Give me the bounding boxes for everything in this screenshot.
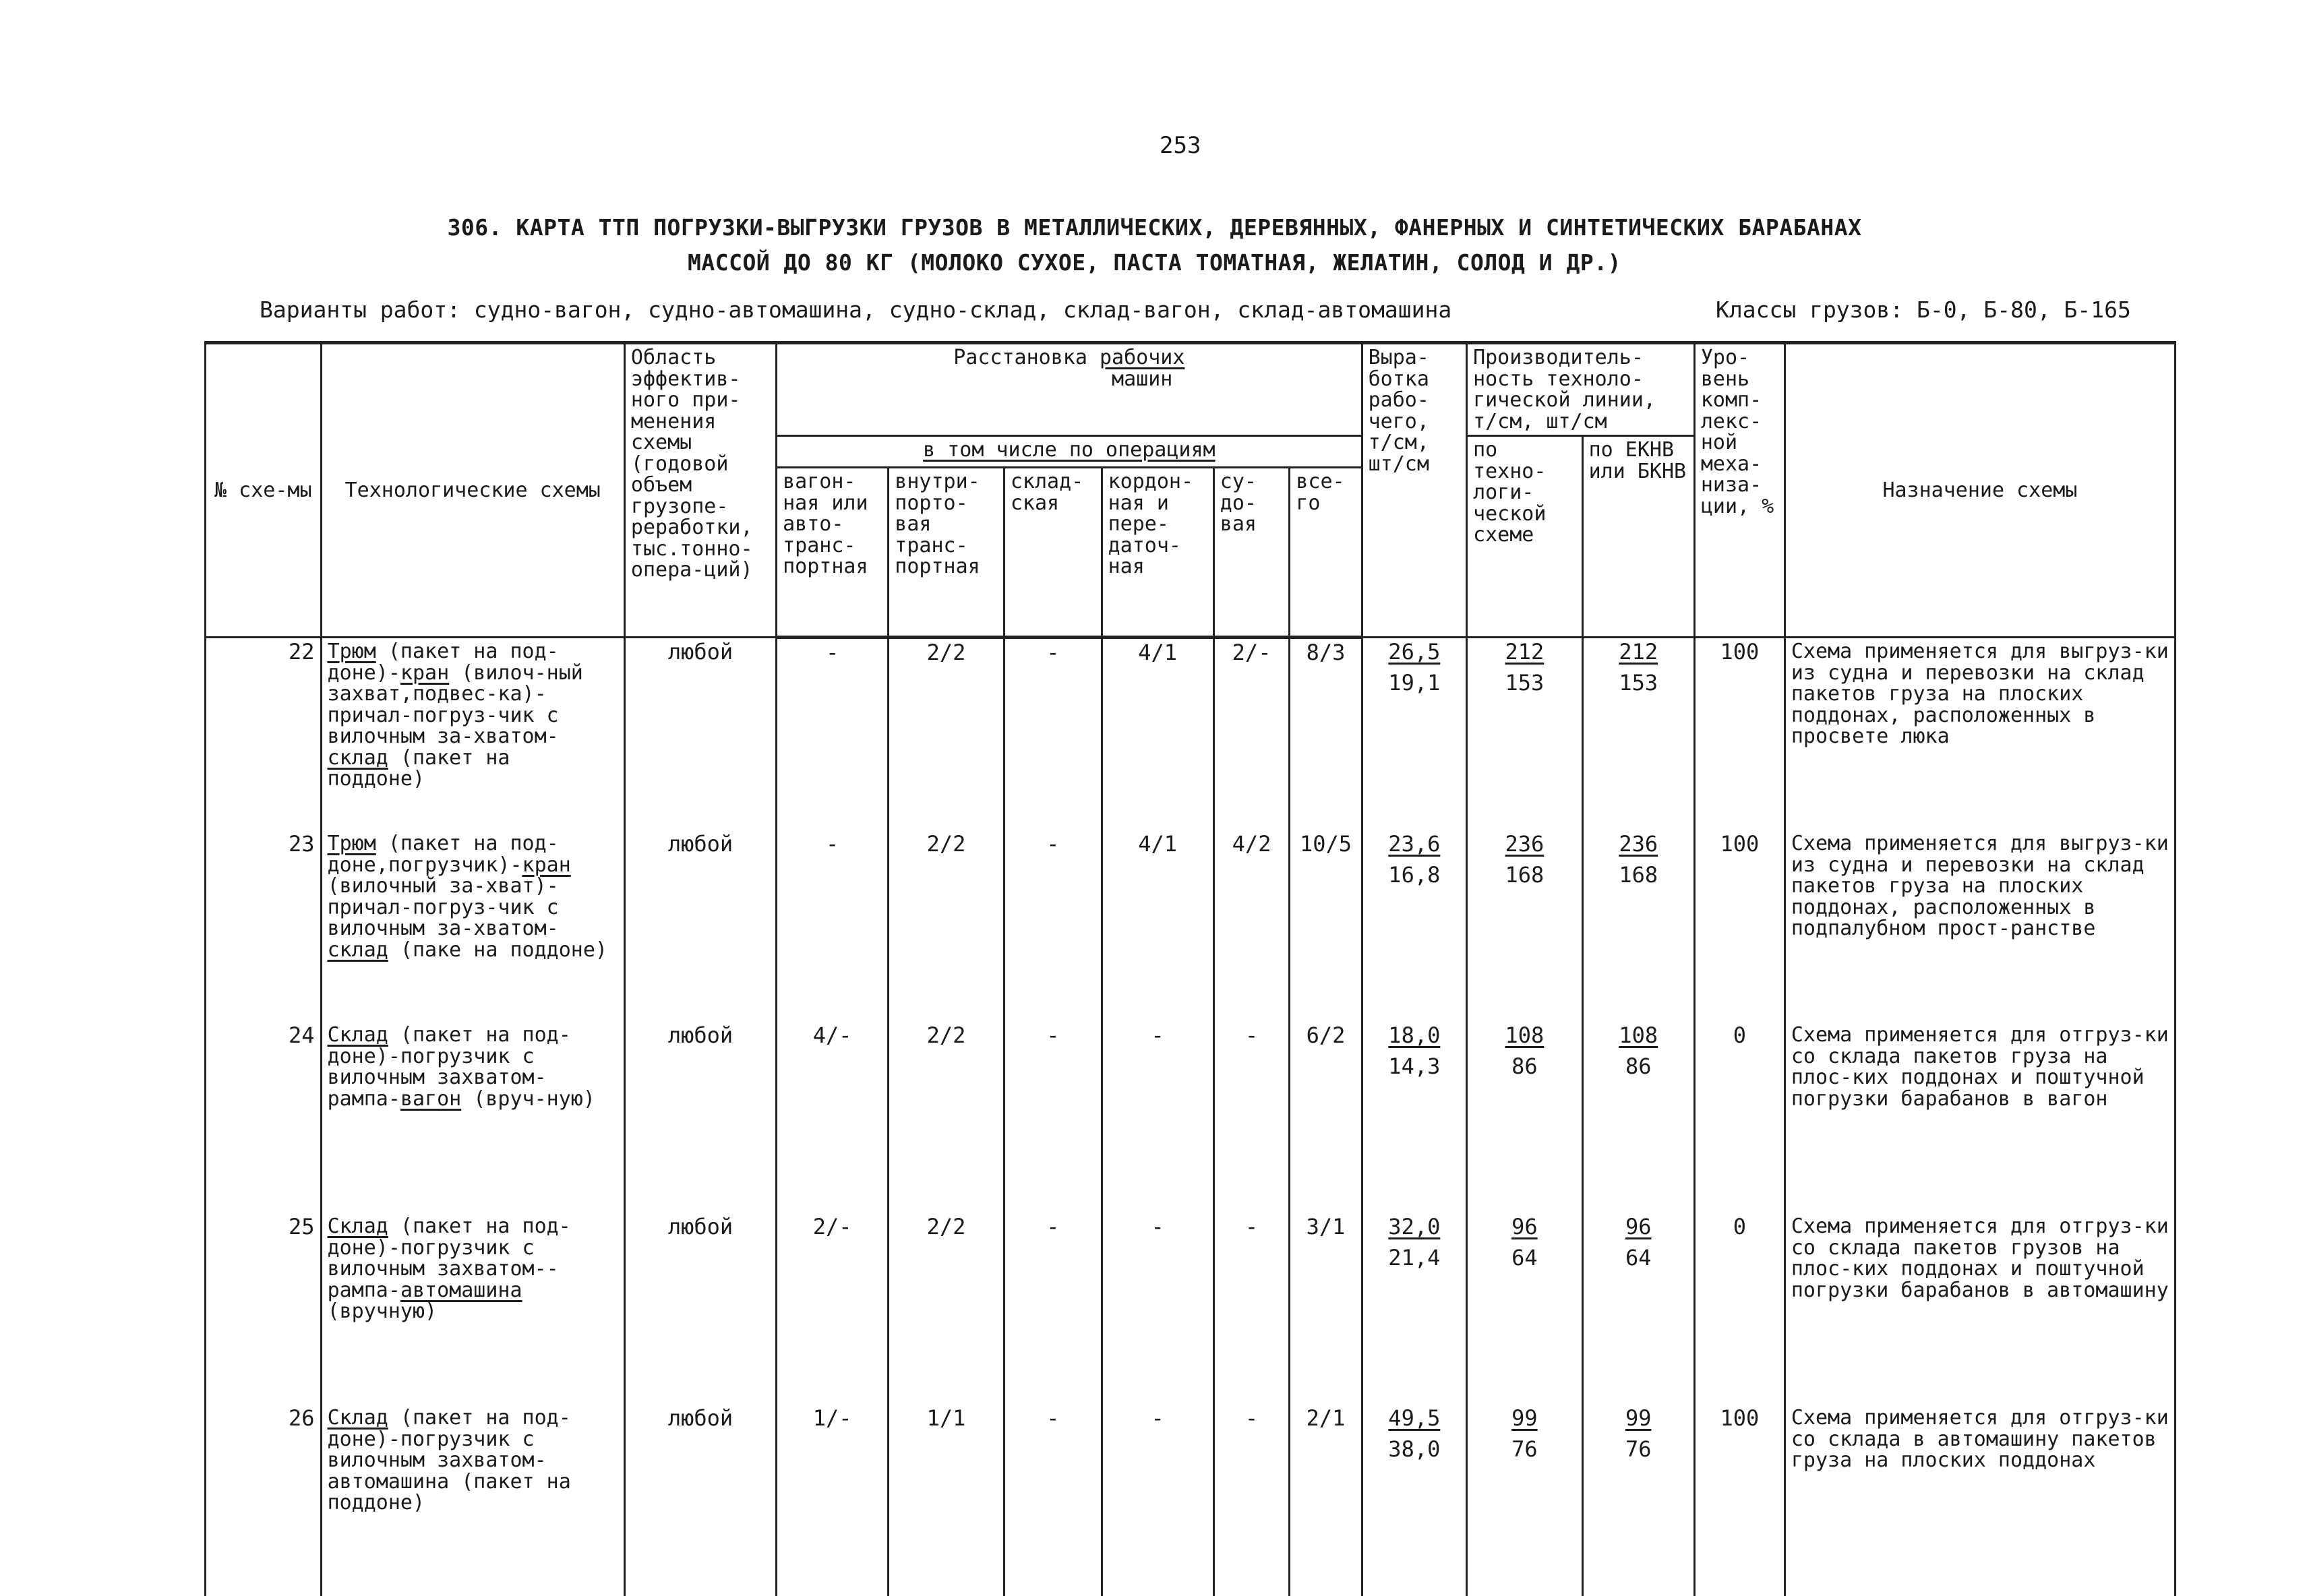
- table-row: [206, 1213, 2176, 1405]
- header-num: № схе-мы: [206, 343, 322, 638]
- ekhnv-bottom: 86: [1619, 1055, 1658, 1078]
- row-area: любой: [624, 1213, 776, 1405]
- row-purpose: Схема применяется для отгруз-ки со склада в автомашину пакетов груза на плоских поддонах: [1785, 1405, 2175, 1596]
- output-bottom: 38,0: [1388, 1438, 1440, 1461]
- row-warehouse: -: [1004, 830, 1102, 1022]
- row-ship: -: [1213, 1405, 1290, 1596]
- row-scheme: [321, 830, 624, 1022]
- header-intraport: внутри-порто-вая транс-портная: [889, 468, 1004, 638]
- row-output: [1362, 1022, 1466, 1213]
- scheme-text: (пакет на под-доне)-: [328, 640, 559, 685]
- productivity-bottom: 76: [1511, 1438, 1538, 1461]
- table-header: [206, 343, 2176, 638]
- row-purpose: Схема применяется для выгруз-ки из судна и перевозки на склад пакетов груза на плоских поддонах, расположенных в просвете люка: [1785, 638, 2175, 831]
- scheme-text: (пакет на под-доне)-погрузчик с вилочным захватом-рампа-: [328, 1023, 571, 1111]
- ekhnv-top: 108: [1619, 1024, 1658, 1047]
- row-scheme: [321, 1022, 624, 1213]
- row-mechanization: 0: [1694, 1022, 1785, 1213]
- scheme-end: склад: [328, 746, 388, 770]
- row-cordon: 4/1: [1102, 638, 1213, 831]
- row-total: 10/5: [1290, 830, 1362, 1022]
- scheme-machine: кран: [522, 853, 571, 877]
- scheme-text: (вручную): [328, 1299, 438, 1323]
- header-schemes: Технологические схемы: [321, 343, 624, 638]
- row-productivity: [1467, 1405, 1583, 1596]
- header-placement-label: Расстановка: [953, 346, 1087, 369]
- output-bottom: 21,4: [1388, 1247, 1440, 1270]
- row-num: 24: [206, 1022, 322, 1213]
- row-mechanization: 100: [1694, 830, 1785, 1022]
- row-total: 3/1: [1290, 1213, 1362, 1405]
- header-placement: [777, 343, 1362, 436]
- row-area: любой: [624, 1022, 776, 1213]
- row-warehouse: -: [1004, 1405, 1102, 1596]
- row-ekhnv: [1582, 638, 1694, 831]
- productivity-top: 236: [1505, 833, 1544, 856]
- row-scheme: [321, 1213, 624, 1405]
- row-num: 25: [206, 1213, 322, 1405]
- scheme-machine: кран: [400, 661, 449, 685]
- row-wagon: -: [777, 638, 889, 831]
- row-warehouse: -: [1004, 1213, 1102, 1405]
- header-output: Выра-ботка рабо-чего, т/см, шт/см: [1362, 343, 1466, 638]
- scheme-start: Склад: [328, 1215, 388, 1238]
- productivity-bottom: 64: [1511, 1247, 1538, 1270]
- header-placement-machines: машин: [1112, 367, 1172, 391]
- productivity-top: 212: [1505, 641, 1544, 664]
- productivity-top: 96: [1511, 1216, 1538, 1239]
- row-mechanization: 100: [1694, 638, 1785, 831]
- scheme-start: Склад: [328, 1023, 388, 1047]
- row-ekhnv: [1582, 1213, 1694, 1405]
- row-ekhnv: [1582, 1022, 1694, 1213]
- header-area: Область эффектив-ного при-менения схемы (годовой объем грузопе-реработки, тыс.тонно-опера-ций): [624, 343, 776, 638]
- row-area: любой: [624, 830, 776, 1022]
- ekhnv-bottom: 64: [1625, 1247, 1652, 1270]
- row-productivity: [1467, 1022, 1583, 1213]
- output-bottom: 19,1: [1388, 672, 1440, 695]
- ekhnv-top: 236: [1619, 833, 1658, 856]
- scheme-text: (пакет на поддоне): [328, 746, 510, 791]
- row-wagon: -: [777, 830, 889, 1022]
- row-mechanization: 100: [1694, 1405, 1785, 1596]
- row-cordon: -: [1102, 1405, 1213, 1596]
- output-bottom: 16,8: [1388, 864, 1440, 887]
- productivity-bottom: 168: [1505, 864, 1544, 887]
- row-ekhnv: [1582, 830, 1694, 1022]
- row-purpose: Схема применяется для отгруз-ки со склада пакетов грузов на плос-ких поддонах и поштучной погрузки барабанов в автомашину: [1785, 1213, 2175, 1405]
- row-area: любой: [624, 1405, 776, 1596]
- output-top: 18,0: [1388, 1024, 1440, 1047]
- ekhnv-bottom: 168: [1619, 864, 1658, 887]
- output-top: 32,0: [1388, 1216, 1440, 1239]
- scheme-start: Трюм: [328, 832, 376, 855]
- row-ship: 2/-: [1213, 638, 1290, 831]
- row-cordon: -: [1102, 1213, 1213, 1405]
- ekhnv-bottom: 76: [1625, 1438, 1652, 1461]
- row-productivity: [1467, 1213, 1583, 1405]
- row-intraport: 2/2: [889, 1022, 1004, 1213]
- productivity-bottom: 86: [1505, 1055, 1544, 1078]
- header-including-label: в том числе по операциям: [923, 438, 1215, 462]
- output-top: 49,5: [1388, 1407, 1440, 1430]
- productivity-bottom: 153: [1505, 672, 1544, 695]
- row-ship: 4/2: [1213, 830, 1290, 1022]
- row-mechanization: 0: [1694, 1213, 1785, 1405]
- row-warehouse: -: [1004, 638, 1102, 831]
- document-subtitle: МАССОЙ ДО 80 КГ (МОЛОКО СУХОЕ, ПАСТА ТОМАТНАЯ, ЖЕЛАТИН, СОЛОД И ДР.): [0, 249, 2309, 276]
- row-area: любой: [624, 638, 776, 831]
- row-scheme: [321, 638, 624, 831]
- technology-table: [204, 341, 2176, 1596]
- row-productivity: [1467, 830, 1583, 1022]
- ekhnv-top: 212: [1619, 641, 1658, 664]
- table-row: [206, 638, 2176, 831]
- row-scheme: [321, 1405, 624, 1596]
- row-output: [1362, 1405, 1466, 1596]
- header-by-scheme: по техно-логи-ческой схеме: [1467, 436, 1583, 638]
- header-mechanization: Уро-вень комп-лекс-ной меха-низа-ции, %: [1694, 343, 1785, 638]
- ekhnv-top: 96: [1625, 1216, 1652, 1239]
- scheme-text: (пакет на под-доне)-погрузчик с вилочным захватом--рампа-: [328, 1215, 571, 1302]
- row-purpose: Схема применяется для отгруз-ки со склада пакетов груза на плос-ких поддонах и поштучной погрузки барабанов в вагон: [1785, 1022, 2175, 1213]
- row-output: [1362, 830, 1466, 1022]
- row-purpose: Схема применяется для выгруз-ки из судна и перевозки на склад пакетов груза на плоских поддонах, расположенных в подпалубном прост-ранстве: [1785, 830, 2175, 1022]
- header-warehouse: склад-ская: [1004, 468, 1102, 638]
- scheme-start: Трюм: [328, 640, 376, 663]
- header-including: [777, 436, 1362, 468]
- row-output: [1362, 1213, 1466, 1405]
- row-output: [1362, 638, 1466, 831]
- row-total: 6/2: [1290, 1022, 1362, 1213]
- work-variants: Варианты работ: судно-вагон, судно-автомашина, судно-склад, склад-вагон, склад-автомашина: [260, 297, 1451, 323]
- row-intraport: 2/2: [889, 1213, 1004, 1405]
- row-ship: -: [1213, 1022, 1290, 1213]
- row-cordon: -: [1102, 1022, 1213, 1213]
- output-bottom: 14,3: [1388, 1055, 1440, 1078]
- scheme-end: склад: [328, 938, 388, 962]
- cargo-classes: Классы грузов: Б-0, Б-80, Б-165: [1716, 297, 2131, 323]
- header-purpose: Назначение схемы: [1785, 343, 2175, 638]
- document-title: 306. КАРТА ТТП ПОГРУЗКИ-ВЫГРУЗКИ ГРУЗОВ В МЕТАЛЛИЧЕСКИХ, ДЕРЕВЯННЫХ, ФАНЕРНЫХ И СИНТЕТИЧЕСКИХ БАРАБАНАХ: [0, 214, 2309, 241]
- row-num: 26: [206, 1405, 322, 1596]
- scheme-machine: вагон: [400, 1087, 461, 1111]
- row-ekhnv: [1582, 1405, 1694, 1596]
- row-intraport: 1/1: [889, 1405, 1004, 1596]
- row-intraport: 2/2: [889, 830, 1004, 1022]
- header-placement-workers: рабочих: [1100, 346, 1185, 369]
- scheme-text: (вруч-ную): [461, 1087, 595, 1111]
- row-intraport: 2/2: [889, 638, 1004, 831]
- row-wagon: 4/-: [777, 1022, 889, 1213]
- row-wagon: 1/-: [777, 1405, 889, 1596]
- row-productivity: [1467, 638, 1583, 831]
- row-total: 2/1: [1290, 1405, 1362, 1596]
- table-row: [206, 1022, 2176, 1213]
- header-by-ekhnv: по ЕКНВ или БКНВ: [1582, 436, 1694, 638]
- header-total: все-го: [1290, 468, 1362, 638]
- row-ship: -: [1213, 1213, 1290, 1405]
- output-top: 26,5: [1388, 641, 1440, 664]
- scheme-start: Склад: [328, 1406, 388, 1430]
- row-total: 8/3: [1290, 638, 1362, 831]
- ekhnv-top: 99: [1625, 1407, 1652, 1430]
- header-ship: су-до-вая: [1213, 468, 1290, 638]
- row-warehouse: -: [1004, 1022, 1102, 1213]
- row-num: 23: [206, 830, 322, 1022]
- table-body: [206, 638, 2176, 1596]
- output-top: 23,6: [1388, 833, 1440, 856]
- header-wagon: вагон-ная или авто-транс-портная: [777, 468, 889, 638]
- row-num: 22: [206, 638, 322, 831]
- productivity-top: 108: [1505, 1024, 1544, 1047]
- page-number: 253: [1160, 132, 1201, 159]
- table-row: [206, 830, 2176, 1022]
- scheme-text: (паке на поддоне): [388, 938, 607, 962]
- ekhnv-bottom: 153: [1619, 672, 1658, 695]
- scheme-machine: автомашина: [400, 1279, 522, 1302]
- scheme-text: (вилоч-ный захват,подвес-ка)-причал-погруз-чик с вилочным за-хватом-: [328, 661, 583, 749]
- scheme-text: (пакет на под-доне)-погрузчик с вилочным захватом-автомашина (пакет на поддоне): [328, 1406, 571, 1514]
- header-productivity: Производитель-ность техноло-гической линии, т/см, шт/см: [1467, 343, 1695, 436]
- header-cordon: кордон-ная и пере-даточ-ная: [1102, 468, 1213, 638]
- scheme-text: (вилочный за-хват)-причал-погруз-чик с вилочным за-хватом-: [328, 874, 559, 940]
- row-cordon: 4/1: [1102, 830, 1213, 1022]
- productivity-top: 99: [1511, 1407, 1538, 1430]
- row-wagon: 2/-: [777, 1213, 889, 1405]
- scheme-text: (пакет на под-доне,погрузчик)-: [328, 832, 559, 877]
- table-row: [206, 1405, 2176, 1596]
